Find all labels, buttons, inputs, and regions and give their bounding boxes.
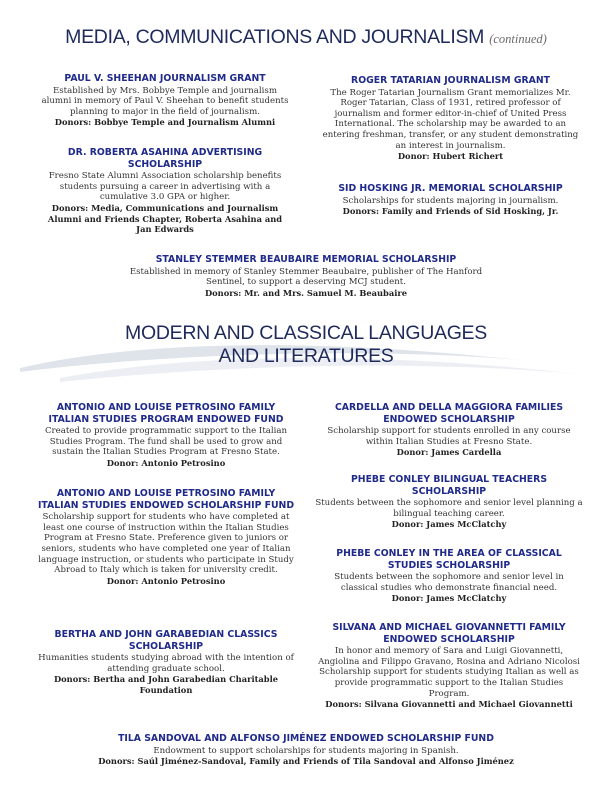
scholarship-description: Humanities students studying abroad with the intention of attending graduate school. xyxy=(38,653,294,674)
scholarship-title: ROGER TATARIAN JOURNALISM GRANT xyxy=(351,75,550,86)
scholarship-entry xyxy=(318,183,583,217)
scholarship-entry xyxy=(60,733,552,767)
scholarship-donors: Donors: Silvana Giovannetti and Michael Giovannetti xyxy=(325,699,573,710)
scholarship-donors: Donor: Antonio Petrosino xyxy=(106,575,226,586)
scholarship-donors: Donor: James McClatchy xyxy=(391,593,507,604)
scholarship-title: TILA SANDOVAL AND ALFONSO JIMÉNEZ ENDOWED SCHOLARSHIP FUND xyxy=(118,733,494,744)
section-title-line: AND LITERATURES xyxy=(218,345,394,367)
scholarship-entry xyxy=(315,548,583,604)
scholarship-entry xyxy=(35,402,297,469)
scholarship-description: Established by Mrs. Bobbye Temple and journalism alumni in memory of Paul V. Sheehan to benefit students planning to major in the field of journalism. xyxy=(41,85,289,117)
scholarship-description: Scholarship support for students enrolled in any course within Italian Studies at Fresno State. xyxy=(327,426,571,447)
scholarship-title: SID HOSKING JR. MEMORIAL SCHOLARSHIP xyxy=(338,183,563,194)
scholarship-description: Scholarships for students majoring in journalism. xyxy=(342,195,559,206)
scholarship-donors: Donors: Media, Communications and Journalism Alumni and Friends Chapter, Roberta Asahina and Jan Edwards xyxy=(47,202,283,235)
scholarship-description: Scholarship support for students who have completed at least one course of instruction within the Italian Studies Program at Fresno State. Preference given to juniors or seniors, students who have completed one year of Italian language instruction, or students who participate in Study Abroad to Italy which is taken for university credit. xyxy=(38,512,294,576)
scholarship-donors: Donor: Hubert Richert xyxy=(397,151,504,162)
scholarship-title: ANTONIO AND LOUISE PETROSINO FAMILY ITALIAN STUDIES PROGRAM ENDOWED FUND xyxy=(48,402,284,425)
scholarship-donors: Donors: Saúl Jiménez-Sandoval, Family and Friends of Tila Sandoval and Alfonso Jiménez xyxy=(98,756,514,767)
scholarship-description: Fresno State Alumni Association scholarship benefits students pursuing a career in advertising with a cumulative 3.0 GPA or higher. xyxy=(48,171,282,203)
section-heading-languages xyxy=(0,322,612,368)
scholarship-donors: Donors: Bobbye Temple and Journalism Alumni xyxy=(54,117,276,128)
scholarship-title: SILVANA AND MICHAEL GIOVANNETTI FAMILY ENDOWED SCHOLARSHIP xyxy=(332,622,566,645)
scholarship-title: PHEBE CONLEY BILINGUAL TEACHERS SCHOLARSHIP xyxy=(350,474,548,497)
scholarship-description: In honor and memory of Sara and Luigi Giovannetti, Angiolina and Filippo Gravano, Rosina and Adriano Nicolosi Scholarship support for students studying Italian as well as provide programmatic support to the Italian Studies Program. xyxy=(318,646,580,699)
scholarship-description: Endowment to support scholarships for students majoring in Spanish. xyxy=(153,745,459,756)
scholarship-entry xyxy=(315,622,583,710)
scholarship-title: CARDELLA AND DELLA MAGGIORA FAMILIES ENDOWED SCHOLARSHIP xyxy=(334,402,564,425)
scholarship-donors: Donors: Mr. and Mrs. Samuel M. Beaubaire xyxy=(204,287,408,298)
scholarship-entry xyxy=(315,402,583,458)
scholarship-title: DR. ROBERTA ASAHINA ADVERTISING SCHOLARSHIP xyxy=(67,147,263,170)
scholarship-entry xyxy=(315,474,583,530)
section-title-line: MODERN AND CLASSICAL LANGUAGES xyxy=(125,322,487,344)
scholarship-entry xyxy=(35,629,297,696)
scholarship-description: Created to provide programmatic support to the Italian Studies Program. The fund shall be used to grow and sustain the Italian Studies Program at Fresno State. xyxy=(44,426,288,458)
scholarship-donors: Donor: Antonio Petrosino xyxy=(106,457,226,468)
scholarship-description: Established in memory of Stanley Stemmer Beaubaire, publisher of The Hanford Sentinel, to support a deserving MCJ student. xyxy=(129,266,483,288)
scholarship-title: STANLEY STEMMER BEAUBAIRE MEMORIAL SCHOLARSHIP xyxy=(155,254,457,265)
scholarship-entry xyxy=(318,75,583,162)
scholarship-title: PAUL V. SHEEHAN JOURNALISM GRANT xyxy=(64,73,266,84)
scholarship-entry xyxy=(40,147,290,235)
scholarship-title: BERTHA AND JOHN GARABEDIAN CLASSICS SCHOLARSHIP xyxy=(54,629,278,652)
scholarship-description: The Roger Tatarian Journalism Grant memorializes Mr. Roger Tatarian, Class of 1931, retired professor of journalism and former editor-in-chief of United Press International. The scholarship may be awarded to an entering freshman, transfer, or any student demonstrating an interest in journalism. xyxy=(322,87,579,151)
scholarship-entry xyxy=(40,73,290,128)
scholarship-title: PHEBE CONLEY IN THE AREA OF CLASSICAL STUDIES SCHOLARSHIP xyxy=(336,548,562,571)
scholarship-title: ANTONIO AND LOUISE PETROSINO FAMILY ITALIAN STUDIES ENDOWED SCHOLARSHIP FUND xyxy=(37,488,295,511)
scholarship-donors: Donor: James Cardella xyxy=(396,447,502,458)
scholarship-description: Students between the sophomore and senior level planning a bilingual teaching career. xyxy=(315,498,583,519)
scholarship-entry xyxy=(35,488,297,586)
scholarship-donors: Donor: James McClatchy xyxy=(391,519,507,530)
scholarship-donors: Donors: Bertha and John Garabedian Charitable Foundation xyxy=(53,674,279,695)
section-title: MEDIA, COMMUNICATIONS AND JOURNALISM xyxy=(65,26,485,48)
scholarship-description: Students between the sophomore and senior level in classical studies who demonstrate financial need. xyxy=(334,572,564,593)
continued-label: (continued) xyxy=(489,32,547,46)
section-heading-media xyxy=(0,26,612,49)
scholarship-donors: Donors: Family and Friends of Sid Hosking, Jr. xyxy=(342,206,559,217)
scholarship-entry xyxy=(125,254,487,298)
